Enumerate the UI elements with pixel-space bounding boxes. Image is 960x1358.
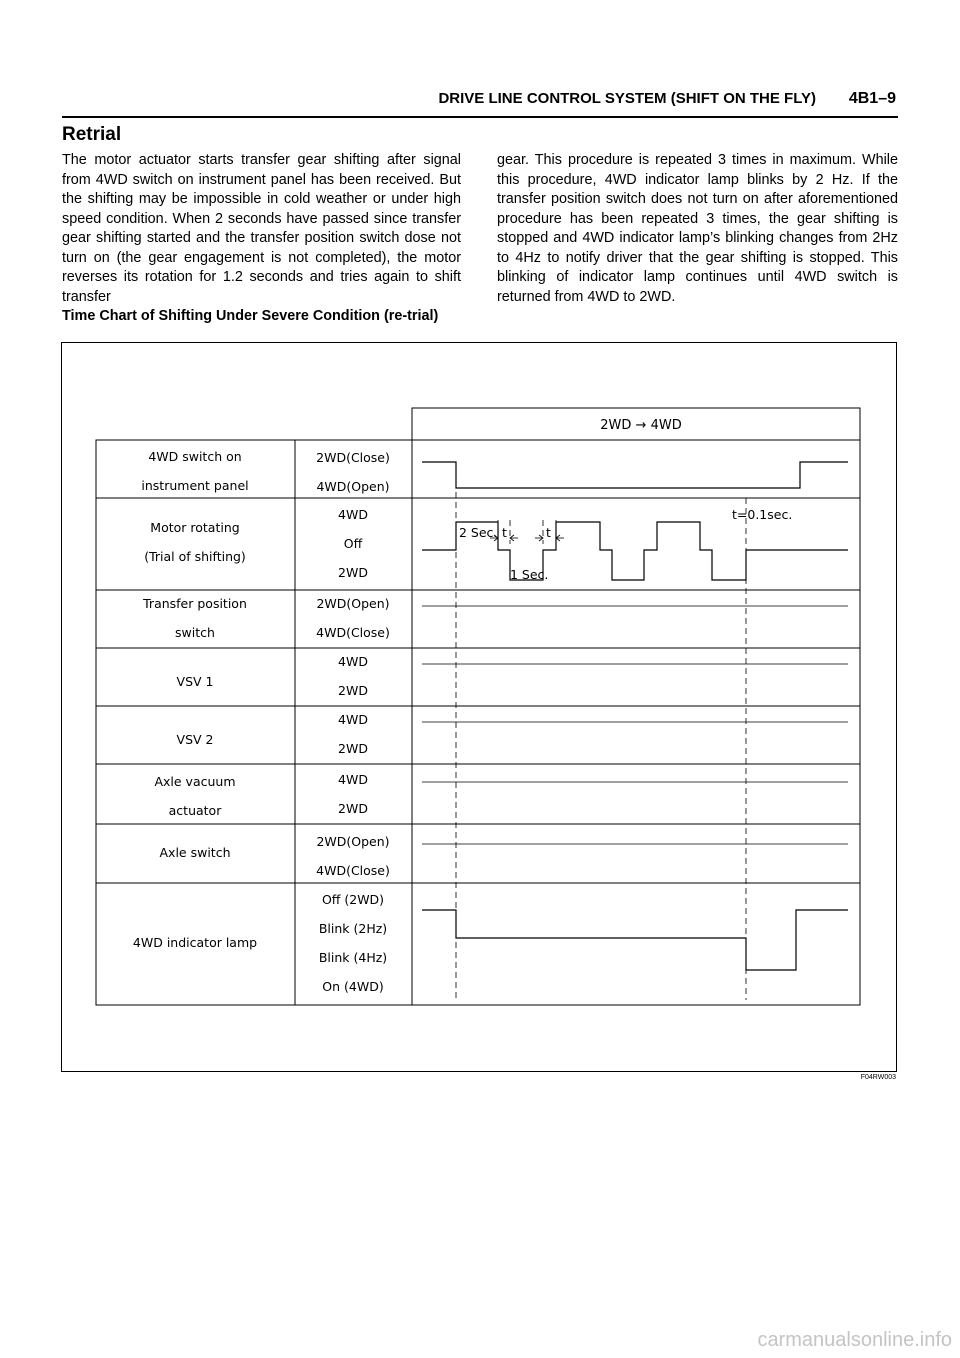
row-label-axle-actuator-1: Axle vacuum — [154, 774, 236, 789]
transition-text: 2WD → 4WD — [600, 418, 682, 433]
row-label-indicator-lamp: 4WD indicator lamp — [132, 935, 258, 950]
state-label: 2WD — [338, 683, 368, 698]
state-label: 2WD(Close) — [316, 450, 390, 465]
state-label: On (4WD) — [322, 979, 384, 994]
row-label-axle-actuator-2: actuator — [168, 803, 222, 818]
time-markers — [456, 462, 746, 1000]
row-label-transfer-2: switch — [175, 625, 215, 640]
state-label: 4WD — [338, 654, 368, 669]
state-label: 4WD — [338, 772, 368, 787]
row-label-transfer-1: Transfer position — [143, 596, 247, 611]
wave-indicator-lamp — [422, 910, 848, 970]
chart-grid — [96, 408, 860, 1005]
state-label: 4WD(Open) — [316, 479, 390, 494]
row-label-4wd-switch-2: instrument panel — [141, 478, 249, 493]
row-label-vsv1: VSV 1 — [176, 674, 214, 689]
wait-label: 2 Sec. — [459, 525, 498, 540]
row-label-vsv2: VSV 2 — [176, 732, 214, 747]
state-label: 2WD(Open) — [316, 596, 390, 611]
state-label: Off — [343, 536, 363, 551]
t-label-1: t — [502, 525, 507, 540]
row-label-motor-2: (Trial of shifting) — [144, 549, 246, 564]
state-label: 2WD — [338, 565, 368, 580]
state-label: Blink (2Hz) — [318, 921, 388, 936]
transition-label — [600, 418, 681, 433]
figure-caption: Time Chart of Shifting Under Severe Condition (re-trial) — [62, 308, 439, 324]
state-label: 4WD(Close) — [316, 625, 390, 640]
page-number: 4B1–9 — [848, 90, 896, 107]
row-label-4wd-switch-1: 4WD switch on — [148, 449, 242, 464]
body-text-left: The motor actuator starts transfer gear shifting after signal from 4WD switch on instrument panel has been received. But the shifting may be impossible in cold weather or under high speed condition. When 2 seconds have passed since transfer gear shifting started and the transfer position switch dose not turn on (the gear engagement is not completed), the motor reverses its rotation for 1.2 seconds and tries again to shift transfer — [62, 152, 461, 305]
period-label: t=0.1sec. — [732, 507, 793, 522]
section-heading: Retrial — [62, 124, 122, 145]
body-text-right: gear. This procedure is repeated 3 times in maximum. While this procedure, 4WD indicator lamp blinks by 2 Hz. If the transfer position switch does not turn on after aforementioned procedure has been repeated 3 times, the gear shifting is stopped and 4WD indicator lamp’s blinking changes from 2Hz to 4Hz to notify driver that the gear shifting is stopped. This blinking of indicator lamp continues until 4WD switch is returned from 4WD to 2WD. — [497, 152, 898, 305]
watermark: carmanualsonline.info — [757, 1329, 952, 1351]
state-label: 2WD — [338, 801, 368, 816]
state-label: 4WD — [338, 712, 368, 727]
row-label-motor-1: Motor rotating — [150, 520, 240, 535]
figure-id: F04RW003 — [860, 1074, 896, 1081]
row-label-axle-switch: Axle switch — [159, 845, 231, 860]
state-label: 4WD(Close) — [316, 863, 390, 878]
state-label: Off (2WD) — [321, 892, 385, 907]
t-label-2: t — [546, 525, 551, 540]
state-label: Blink (4Hz) — [318, 950, 388, 965]
header-title: DRIVE LINE CONTROL SYSTEM (SHIFT ON THE FLY) — [438, 90, 816, 107]
wave-4wd-switch — [422, 462, 848, 488]
reverse-label: 1 Sec. — [510, 567, 549, 582]
state-label: 2WD — [338, 741, 368, 756]
state-label: 2WD(Open) — [316, 834, 390, 849]
state-label: 4WD — [338, 507, 368, 522]
